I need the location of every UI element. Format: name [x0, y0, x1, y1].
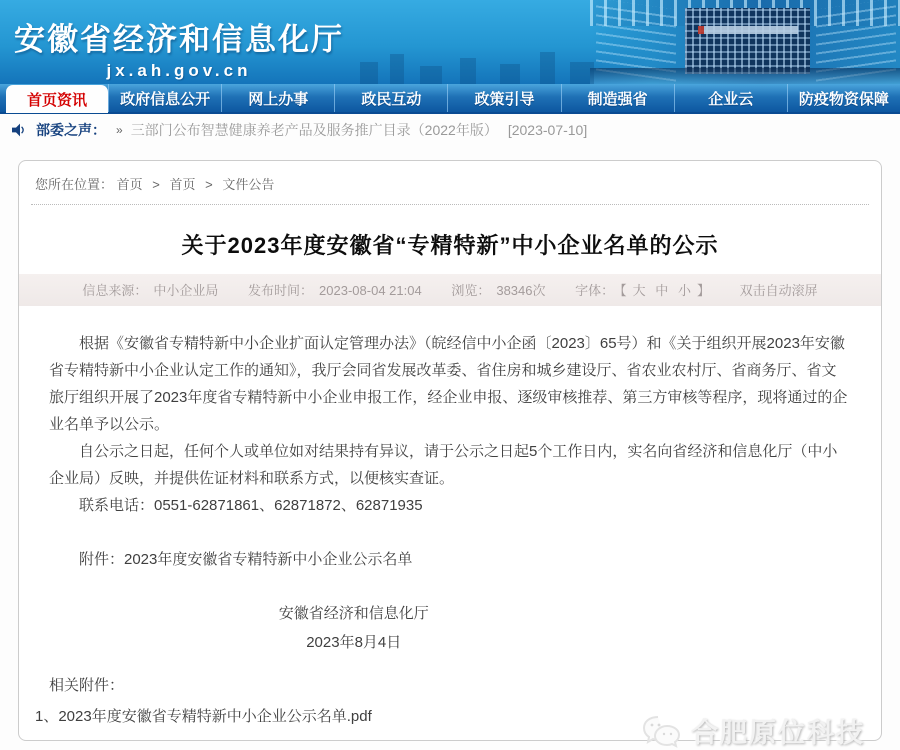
nav-tab-online-services[interactable]: 网上办事	[221, 84, 334, 112]
article-header	[19, 209, 881, 306]
bracket-close: 】	[696, 283, 710, 298]
site-banner	[0, 0, 900, 84]
meta-time-label: 发布时间：	[248, 283, 314, 298]
font-size-large-button[interactable]: 大	[632, 283, 646, 298]
bracket-open: 【	[620, 283, 627, 298]
meta-views-label: 浏览：	[451, 283, 491, 298]
site-url[interactable]: jx.ah.gov.cn	[106, 61, 252, 80]
font-size-small-button[interactable]: 小	[677, 283, 691, 298]
content-panel	[18, 160, 882, 748]
meta-font-label: 字体：	[575, 283, 615, 298]
meta-source-label: 信息来源：	[82, 283, 148, 298]
breadcrumb-home-2[interactable]: 首页	[169, 177, 196, 192]
nav-tab-policy[interactable]: 政策引导	[447, 84, 560, 112]
nav-tab-epidemic-supplies[interactable]: 防疫物资保障	[787, 84, 900, 112]
dotted-divider	[31, 204, 869, 205]
nav-tab-home[interactable]: 首页资讯	[6, 85, 108, 113]
ticker-arrow-icon: »	[116, 123, 123, 137]
meta-time: 2023-08-04 21:04	[319, 283, 422, 298]
contact-phone-line: 联系电话：0551-62871861、62871872、62871935	[79, 497, 423, 514]
ticker-date: [2023-07-10]	[507, 122, 588, 138]
breadcrumb-home[interactable]: 首页	[116, 177, 143, 192]
article-body	[19, 306, 881, 740]
breadcrumb-current[interactable]: 文件公告	[222, 177, 275, 192]
ticker-label: 部委之声：	[36, 122, 106, 138]
article-meta	[19, 274, 881, 306]
article-title: 关于2023年度安徽省“专精特新”中小企业名单的公示	[181, 233, 719, 258]
site-title: 安徽省经济和信息化厅	[14, 22, 344, 57]
nav-tab-interaction[interactable]: 政民互动	[334, 84, 447, 112]
wechat-icon	[641, 714, 683, 748]
attachment-line: 附件：2023年度安徽省专精特新中小企业公示名单	[79, 551, 413, 568]
breadcrumb-separator: >	[152, 177, 160, 192]
nav-tab-enterprise-cloud[interactable]: 企业云	[674, 84, 787, 112]
paragraph-2: 自公示之日起，任何个人或单位如对结果持有异议，请于公示之日起5个工作日内，实名向省经济和信息化厅（中小企业局）反映，并提供佐证材料和联系方式，以便核实查证。	[49, 443, 838, 487]
ticker-headline-link[interactable]: 三部门公布智慧健康养老产品及服务推广目录（2022年版）	[130, 122, 498, 138]
signature-date: 2023年8月4日	[306, 634, 402, 651]
skyline-graphic	[350, 50, 610, 84]
font-size-medium-button[interactable]: 中	[655, 283, 669, 298]
related-attachment-pdf-link[interactable]: 1、2023年度安徽省专精特新中小企业公示名单.pdf	[35, 708, 372, 725]
main-nav	[0, 84, 900, 114]
breadcrumb	[19, 161, 881, 202]
paragraph-1: 根据《安徽省专精特新中小企业扩面认定管理办法》（皖经信中小企函〔2023〕65号）和《关于组织开展2023年安徽省专精特新中小企业认定工作的通知》，我厅会同省发展改革委、省住房和城乡建设厅、省农业农村厅、省商务厅、省文旅厅组织开展了2023年度省专精特新中小企业申报工作，经企业申报、逐级审核推荐、第三方审核等程序，现将通过的企业名单予以公示。	[49, 335, 848, 433]
meta-source: 中小企业局	[153, 283, 219, 298]
nav-tab-manufacturing[interactable]: 制造强省	[561, 84, 674, 112]
meta-views: 38346次	[496, 283, 546, 298]
watermark	[641, 711, 865, 750]
related-attachments-label: 相关附件：	[49, 677, 125, 694]
breadcrumb-prefix: 您所在位置：	[35, 177, 114, 192]
signature-block	[49, 600, 659, 656]
watermark-text: 合肥原位科技	[691, 718, 865, 748]
exhibition-hall-graphic	[590, 0, 900, 84]
breadcrumb-separator: >	[205, 177, 213, 192]
meta-scroll-hint[interactable]: 双击自动滚屏	[739, 283, 818, 298]
signature-org: 安徽省经济和信息化厅	[278, 605, 429, 622]
nav-tab-gov-info[interactable]: 政府信息公开	[108, 84, 221, 112]
news-ticker	[0, 114, 900, 146]
speaker-icon	[12, 123, 28, 137]
